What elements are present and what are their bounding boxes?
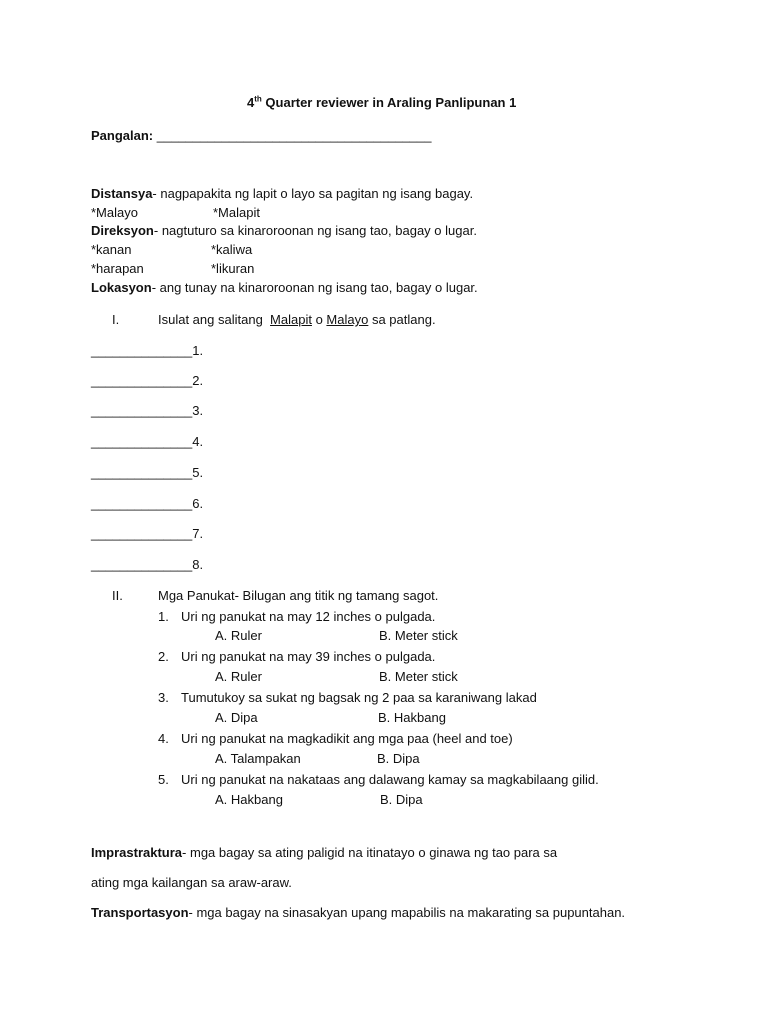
- def-distansya: Distansya- nagpapakita ng lapit o layo sa pagitan ng isang bagay.: [91, 186, 474, 201]
- def-direksyon: Direksyon- nagtuturo sa kinaroroonan ng isang tao, bagay o lugar.: [91, 223, 477, 238]
- question-4-number: 4.: [158, 731, 169, 746]
- answer-blank-1[interactable]: ______________1.: [91, 343, 204, 358]
- question-1-choice-b[interactable]: B. Meter stick: [379, 628, 458, 643]
- page-title: 4th Quarter reviewer in Araling Panlipunan 1: [247, 94, 517, 110]
- section1-instruction: Isulat ang salitang Malapit o Malayo sa patlang.: [158, 312, 436, 327]
- def-imprastraktura: Imprastraktura- mga bagay sa ating paligid na itinatayo o ginawa ng tao para sa: [91, 845, 558, 860]
- direksyon-option-kanan: *kanan: [91, 242, 132, 257]
- name-blank[interactable]: ______________________________________: [156, 128, 432, 143]
- direksyon-option-harapan: *harapan: [91, 261, 144, 276]
- section2-instruction: Mga Panukat- Bilugan ang titik ng tamang sagot.: [158, 588, 439, 603]
- question-1-number: 1.: [158, 609, 169, 624]
- question-4-choice-b[interactable]: B. Dipa: [377, 751, 420, 766]
- answer-blank-5[interactable]: ______________5.: [91, 465, 204, 480]
- answer-blank-3[interactable]: ______________3.: [91, 403, 204, 418]
- direksyon-option-likuran: *likuran: [211, 261, 255, 276]
- def-imprastraktura-continued: ating mga kailangan sa araw-araw.: [91, 875, 292, 890]
- answer-blank-7[interactable]: ______________7.: [91, 526, 204, 541]
- def-lokasyon: Lokasyon- ang tunay na kinaroroonan ng isang tao, bagay o lugar.: [91, 280, 478, 295]
- question-3-text: Tumutukoy sa sukat ng bagsak ng 2 paa sa karaniwang lakad: [181, 690, 537, 705]
- section2-numeral: II.: [112, 588, 123, 603]
- question-3-number: 3.: [158, 690, 169, 705]
- name-label: Pangalan:: [91, 128, 154, 143]
- distansya-option-1: *Malayo: [91, 205, 138, 220]
- section1-numeral: I.: [112, 312, 120, 327]
- distansya-option-2: *Malapit: [213, 205, 260, 220]
- question-3-choice-b[interactable]: B. Hakbang: [378, 710, 446, 725]
- question-2-number: 2.: [158, 649, 169, 664]
- answer-blank-8[interactable]: ______________8.: [91, 557, 204, 572]
- question-3-choice-a[interactable]: A. Dipa: [215, 710, 258, 725]
- question-5-choice-a[interactable]: A. Hakbang: [215, 792, 283, 807]
- question-5-text: Uri ng panukat na nakataas ang dalawang kamay sa magkabilaang gilid.: [181, 772, 599, 787]
- question-1-text: Uri ng panukat na may 12 inches o pulgada.: [181, 609, 436, 624]
- name-field[interactable]: [91, 128, 432, 144]
- question-2-text: Uri ng panukat na may 39 inches o pulgada.: [181, 649, 436, 664]
- question-1-choice-a[interactable]: A. Ruler: [215, 628, 262, 643]
- question-4-choice-a[interactable]: A. Talampakan: [215, 751, 301, 766]
- question-2-choice-b[interactable]: B. Meter stick: [379, 669, 458, 684]
- def-transportasyon: Transportasyon- mga bagay na sinasakyan upang mapabilis na makarating sa pupuntahan.: [91, 905, 626, 920]
- answer-blank-4[interactable]: ______________4.: [91, 434, 204, 449]
- question-5-choice-b[interactable]: B. Dipa: [380, 792, 423, 807]
- answer-blank-6[interactable]: ______________6.: [91, 496, 204, 511]
- answer-blank-2[interactable]: ______________2.: [91, 373, 204, 388]
- direksyon-option-kaliwa: *kaliwa: [211, 242, 253, 257]
- question-5-number: 5.: [158, 772, 169, 787]
- question-4-text: Uri ng panukat na magkadikit ang mga paa (heel and toe): [181, 731, 513, 746]
- question-2-choice-a[interactable]: A. Ruler: [215, 669, 262, 684]
